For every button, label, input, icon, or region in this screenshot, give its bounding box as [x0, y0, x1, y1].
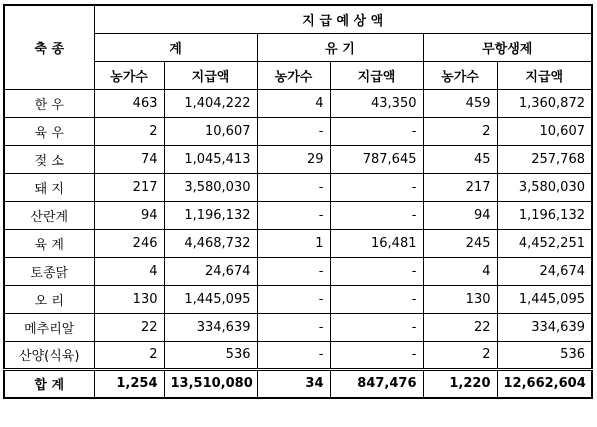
payment-cell: 13,510,080: [164, 369, 257, 398]
payment-cell: -: [330, 257, 423, 285]
farm-count-cell: -: [257, 341, 330, 369]
table-row: [4, 313, 592, 341]
payment-cell: -: [330, 173, 423, 201]
table-header: [4, 5, 592, 89]
livestock-type-cell: 한 우: [4, 89, 94, 117]
table-body: [4, 89, 592, 398]
total-label: 합 계: [4, 369, 94, 398]
livestock-type-cell: 돼 지: [4, 173, 94, 201]
payment-cell: 4,468,732: [164, 229, 257, 257]
farm-count-cell: 94: [94, 201, 164, 229]
payment-cell: 847,476: [330, 369, 423, 398]
farm-count-cell: -: [257, 201, 330, 229]
payment-cell: 1,045,413: [164, 145, 257, 173]
farm-count-cell: -: [257, 117, 330, 145]
table-row: [4, 201, 592, 229]
table-row: [4, 89, 592, 117]
payment-cell: 3,580,030: [497, 173, 592, 201]
farm-count-cell: 4: [94, 257, 164, 285]
sub-header-payment: 지급액: [330, 61, 423, 89]
farm-count-cell: 130: [94, 285, 164, 313]
payment-cell: 24,674: [497, 257, 592, 285]
payment-cell: 1,404,222: [164, 89, 257, 117]
payment-cell: -: [330, 285, 423, 313]
farm-count-cell: 217: [423, 173, 497, 201]
livestock-type-cell: 메추리알: [4, 313, 94, 341]
farm-count-cell: 130: [423, 285, 497, 313]
payment-cell: 787,645: [330, 145, 423, 173]
livestock-type-cell: 오 리: [4, 285, 94, 313]
payment-cell: 536: [164, 341, 257, 369]
farm-count-cell: 4: [257, 89, 330, 117]
farm-count-cell: 245: [423, 229, 497, 257]
payment-cell: 12,662,604: [497, 369, 592, 398]
farm-count-cell: 22: [423, 313, 497, 341]
farm-count-cell: 4: [423, 257, 497, 285]
payment-cell: 3,580,030: [164, 173, 257, 201]
farm-count-cell: 45: [423, 145, 497, 173]
farm-count-cell: -: [257, 285, 330, 313]
livestock-type-cell: 산양(식육): [4, 341, 94, 369]
sub-header-payment: 지급액: [164, 61, 257, 89]
payment-cell: 1,445,095: [164, 285, 257, 313]
farm-count-cell: 246: [94, 229, 164, 257]
subsidy-table: [3, 4, 593, 399]
sub-header-payment: 지급액: [497, 61, 592, 89]
total-row: [4, 369, 592, 398]
payment-cell: 10,607: [164, 117, 257, 145]
payment-cell: 334,639: [497, 313, 592, 341]
farm-count-cell: 94: [423, 201, 497, 229]
payment-cell: 1,196,132: [497, 201, 592, 229]
payment-cell: -: [330, 341, 423, 369]
farm-count-cell: -: [257, 173, 330, 201]
farm-count-cell: 2: [423, 117, 497, 145]
farm-count-cell: 1,220: [423, 369, 497, 398]
table-row: [4, 285, 592, 313]
payment-cell: 1,360,872: [497, 89, 592, 117]
farm-count-cell: 217: [94, 173, 164, 201]
farm-count-cell: 463: [94, 89, 164, 117]
livestock-type-cell: 육 계: [4, 229, 94, 257]
livestock-type-cell: 젖 소: [4, 145, 94, 173]
payment-cell: 10,607: [497, 117, 592, 145]
farm-count-cell: 2: [94, 117, 164, 145]
payment-cell: -: [330, 201, 423, 229]
sub-header-farm-count: 농가수: [94, 61, 164, 89]
sub-header-farm-count: 농가수: [423, 61, 497, 89]
table-row: [4, 341, 592, 369]
payment-cell: -: [330, 117, 423, 145]
table-row: [4, 117, 592, 145]
table-row: [4, 257, 592, 285]
livestock-type-cell: 토종닭: [4, 257, 94, 285]
farm-count-cell: -: [257, 257, 330, 285]
farm-count-cell: 1,254: [94, 369, 164, 398]
group-header-total: 계: [94, 33, 257, 61]
farm-count-cell: 2: [94, 341, 164, 369]
farm-count-cell: 22: [94, 313, 164, 341]
payment-cell: 536: [497, 341, 592, 369]
livestock-type-cell: 육 우: [4, 117, 94, 145]
table-row: [4, 145, 592, 173]
payment-cell: 4,452,251: [497, 229, 592, 257]
payment-cell: 24,674: [164, 257, 257, 285]
farm-count-cell: 2: [423, 341, 497, 369]
group-header-antibiotic-free: 무항생제: [423, 33, 592, 61]
group-header-organic: 유 기: [257, 33, 423, 61]
table-row: [4, 173, 592, 201]
farm-count-cell: -: [257, 313, 330, 341]
header-expected-payment: 지 급 예 상 액: [94, 5, 592, 33]
payment-cell: 1,445,095: [497, 285, 592, 313]
livestock-type-cell: 산란계: [4, 201, 94, 229]
payment-cell: 1,196,132: [164, 201, 257, 229]
farm-count-cell: 29: [257, 145, 330, 173]
farm-count-cell: 459: [423, 89, 497, 117]
payment-cell: 43,350: [330, 89, 423, 117]
farm-count-cell: 74: [94, 145, 164, 173]
payment-cell: -: [330, 313, 423, 341]
payment-cell: 16,481: [330, 229, 423, 257]
payment-cell: 257,768: [497, 145, 592, 173]
farm-count-cell: 34: [257, 369, 330, 398]
corner-header-livestock-type: 축 종: [4, 5, 94, 89]
farm-count-cell: 1: [257, 229, 330, 257]
payment-cell: 334,639: [164, 313, 257, 341]
table-row: [4, 229, 592, 257]
sub-header-farm-count: 농가수: [257, 61, 330, 89]
